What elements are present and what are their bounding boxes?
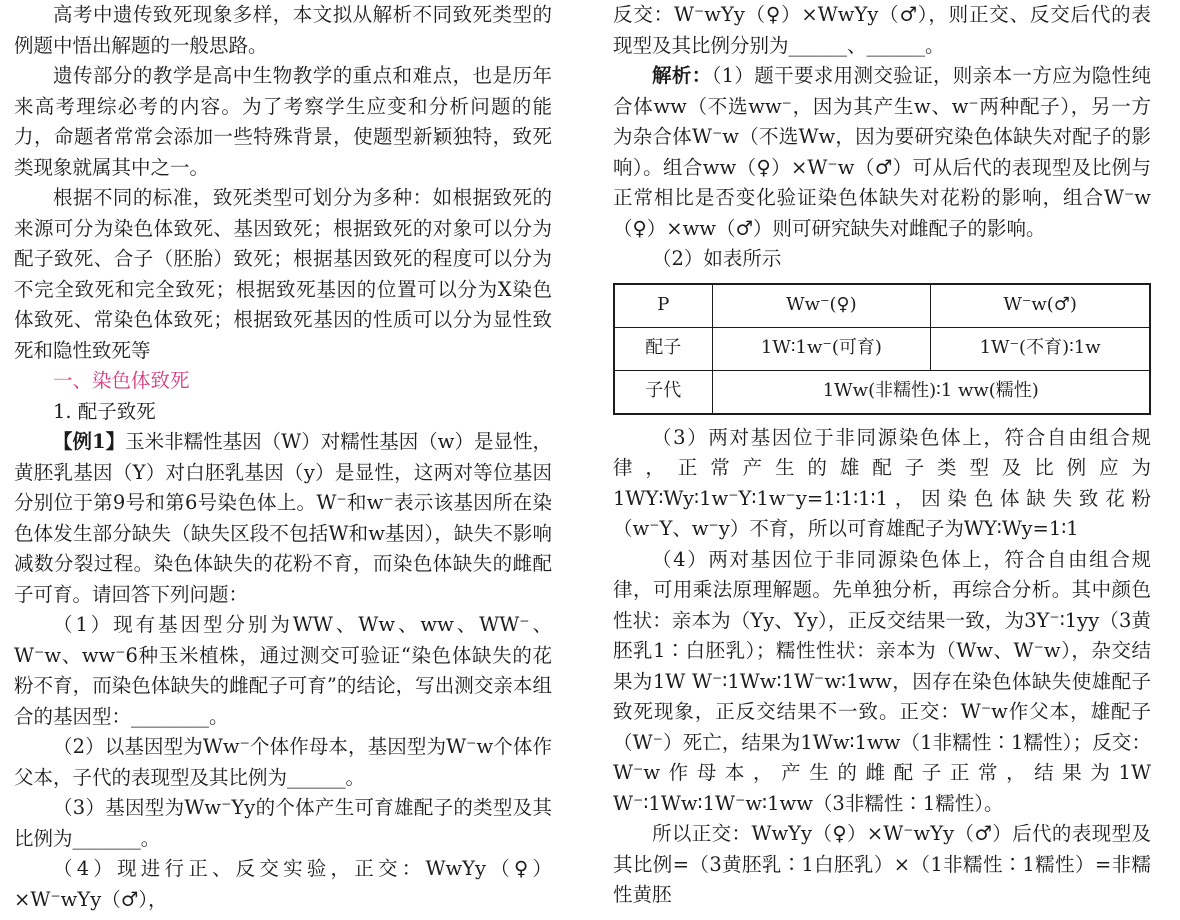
table-row — [614, 284, 1150, 328]
analysis-paragraph-4: （4）两对基因位于非同源染色体上，符合自由组合规律，可用乘法原理解题。先单独分析，再综合分析。其中颜色性状：亲本为（Yy、Yy），正反交结果一致，为3Y⁻∶1yy（3黄胚乳1∶白胚乳）；糯性性状：亲本为（Ww、W⁻w），杂交结果为1W W⁻∶1Ww∶1W⁻w∶1ww，因存在染色体缺失使雄配子致死现象，正反交结果不一致。正交：W⁻w作父本，雄配子（W⁻）死亡，结果为1Ww∶1ww（1非糯性∶1糯性）；反交：W⁻w作母本，产生的雌配子正常，结果为1W W⁻∶1Ww∶1W⁻w∶1ww（3非糯性∶1糯性）。 — [613, 547, 1151, 815]
table-cell: W⁻w(♂) — [931, 284, 1150, 328]
table-cell: 1Ww(非糯性)∶1 ww(糯性) — [712, 370, 1150, 414]
example-label: 【例1】 — [53, 430, 126, 453]
analysis-paragraph-2: （2）如表所示 — [652, 247, 782, 270]
table-cell: 1W⁻(不育)∶1w — [931, 327, 1150, 370]
example-paragraph — [14, 427, 552, 610]
table-cell: Ww⁻(♀) — [712, 284, 931, 328]
table-row-header: P — [614, 284, 712, 328]
analysis-paragraph-3: （3）两对基因位于非同源染色体上，符合自由组合规律，正常产生的雄配子类型及比例应为1WY∶Wy∶1w⁻Y∶1w⁻y=1∶1∶1∶1，因染色体缺失致花粉（w⁻Y、w⁻y）不育，所以可育雄配子为WY∶Wy=1∶1 — [613, 425, 1151, 540]
example-text: 玉米非糯性基因（W）对糯性基因（w）是显性，黄胚乳基因（Y）对白胚乳基因（y）是显性，这两对等位基因分别位于第9号和第6号染色体上。W⁻和w⁻表示该基因所在染色体发生部分缺失（缺失区段不包括W和w基因），缺失不影响减数分裂过程。染色体缺失的花粉不育，而染色体缺失的雌配子可育。请回答下列问题： — [14, 430, 553, 606]
analysis-text-1: （1）题干要求用测交验证，则亲本一方应为隐性纯合体ww（不选ww⁻，因为其产生w、w⁻两种配子），另一方为杂合体W⁻w（不选Ww，因为要研究染色体缺失对配子的影响）。组合ww（♀）×W⁻w（♂）可从后代的表现型及比例与正常相比是否变化验证染色体缺失对花粉的影响，组合W⁻w（♀）×ww（♂）则可研究缺失对雌配子的影响。 — [613, 64, 1151, 240]
question-2: （2）以基因型为Ww⁻个体作母本，基因型为W⁻w个体作父本，子代的表现型及其比例为______。 — [14, 735, 552, 789]
table-row-header: 配子 — [614, 327, 712, 370]
analysis-paragraph-1 — [613, 61, 1151, 244]
intro-paragraph: 高考中遗传致死现象多样，本文拟从解析不同致死类型的例题中悟出解题的一般思路。 — [14, 3, 552, 57]
background-paragraph: 遗传部分的教学是高中生物教学的重点和难点，也是历年来高考理综必考的内容。为了考察学生应变和分析问题的能力，命题者常常会添加一些特殊背景，使题型新颖独特，致死类现象就属其中之一。 — [14, 64, 552, 179]
cross-table — [613, 283, 1151, 415]
analysis-paragraph-5: 所以正交：WwYy（♀）×W⁻wYy（♂）后代的表现型及其比例=（3黄胚乳∶1白胚乳）×（1非糯性∶1糯性）=非糯性黄胚 — [613, 822, 1151, 906]
question-1: （1）现有基因型分别为WW、Ww、ww、WW⁻、W⁻w、ww⁻6种玉米植株，通过测交可验证“染色体缺失的花粉不育，而染色体缺失的雌配子可育”的结论，写出测交亲本组合的基因型：________。 — [14, 613, 552, 728]
table-cell: 1W∶1w⁻(可育) — [712, 327, 931, 370]
question-4-continued: 反交：W⁻wYy（♀）×WwYy（♂），则正交、反交后代的表现型及其比例分别为______、______。 — [613, 3, 1151, 57]
table-row-header: 子代 — [614, 370, 712, 414]
left-column — [14, 0, 552, 915]
classification-paragraph: 根据不同的标准，致死类型可划分为多种：如根据致死的来源可分为染色体致死、基因致死；根据致死的对象可以分为配子致死、合子（胚胎）致死；根据基因致死的程度可以分为不完全致死和完全致死；根据致死基因的位置可以分为X染色体致死、常染色体致死；根据致死基因的性质可以分为显性致死和隐性致死等 — [14, 186, 552, 362]
right-column — [613, 0, 1151, 911]
analysis-label: 解析： — [652, 64, 712, 87]
table-row — [614, 327, 1150, 370]
question-4: （4）现进行正、反交实验，正交：WwYy（♀）×W⁻wYy（♂）， — [14, 857, 552, 911]
section-heading: 一、染色体致死 — [53, 369, 190, 392]
subsection-heading: 1. 配子致死 — [53, 399, 156, 423]
table-row — [614, 370, 1150, 414]
question-3: （3）基因型为Ww⁻Yy的个体产生可育雄配子的类型及其比例为_______。 — [14, 796, 552, 850]
